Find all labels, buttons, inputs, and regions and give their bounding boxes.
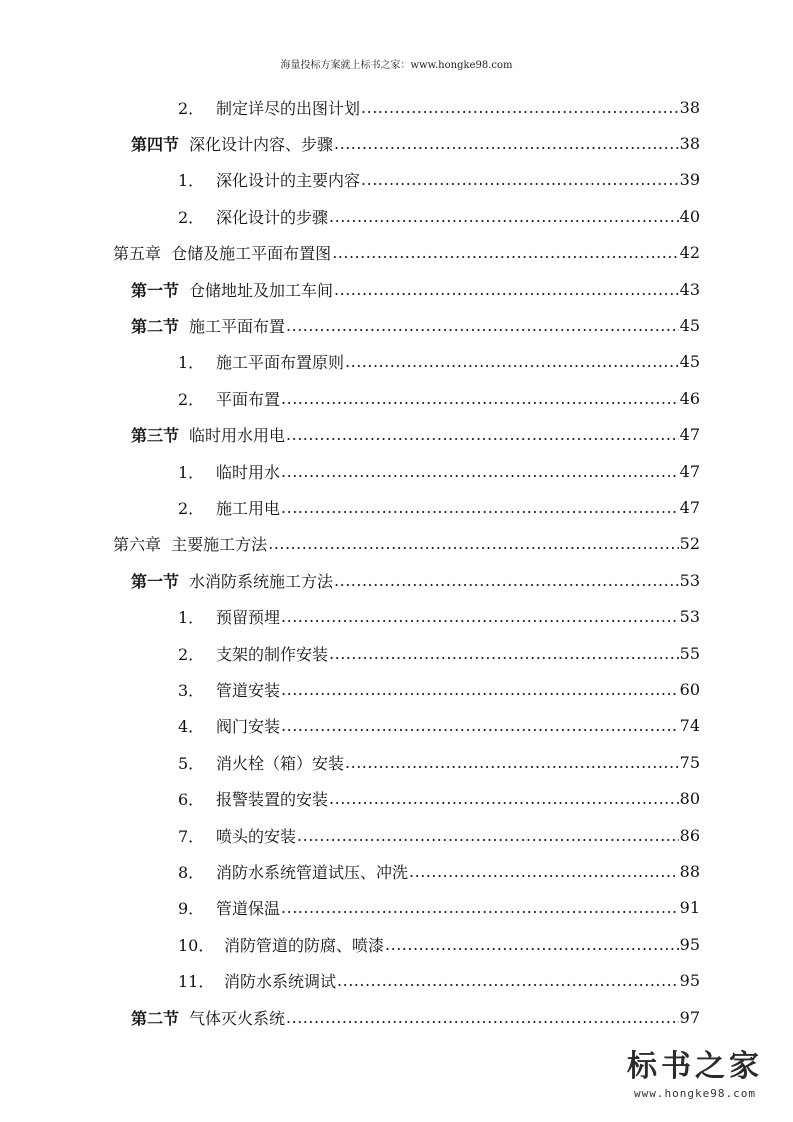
toc-title: 仓储地址及加工车间 <box>189 280 334 300</box>
toc-row <box>0 893 793 923</box>
toc-row <box>0 238 793 268</box>
toc-entry[interactable] <box>178 383 700 413</box>
toc-title: 深化设计的主要内容 <box>216 171 361 191</box>
toc-section-label: 第二节 <box>131 1008 180 1028</box>
toc-entry[interactable] <box>131 420 700 450</box>
toc-entry[interactable] <box>131 128 700 158</box>
toc-entry[interactable] <box>178 856 700 886</box>
toc-entry[interactable] <box>178 492 700 522</box>
toc-leader-dots <box>329 789 679 808</box>
toc-title: 管道安装 <box>216 680 281 700</box>
toc-entry[interactable] <box>178 893 700 923</box>
toc-entry[interactable] <box>178 929 700 959</box>
toc-leader-dots <box>281 462 679 481</box>
toc-page-number: 86 <box>679 825 700 845</box>
toc-title: 深化设计的步骤 <box>216 207 329 227</box>
toc-row <box>0 201 793 231</box>
toc-title: 消防管道的防腐、喷漆 <box>224 935 385 955</box>
toc-page-number: 47 <box>679 425 700 445</box>
toc-leader-dots <box>286 1008 679 1027</box>
toc-section-label: 第一节 <box>131 571 180 591</box>
toc-row <box>0 602 793 632</box>
toc-page-number: 52 <box>679 534 700 554</box>
toc-leader-dots <box>334 280 679 299</box>
toc-page-number: 60 <box>679 679 700 699</box>
toc-row <box>0 92 793 122</box>
toc-title: 施工平面布置原则 <box>216 353 345 373</box>
toc-entry[interactable] <box>131 1002 700 1032</box>
toc-entry[interactable] <box>178 820 700 850</box>
toc-page-number: 53 <box>679 607 700 627</box>
toc-page-number: 45 <box>679 315 700 335</box>
toc-row <box>0 128 793 158</box>
toc-page-number: 55 <box>679 643 700 663</box>
toc-leader-dots <box>345 352 679 371</box>
toc-leader-dots <box>281 680 679 699</box>
toc-row <box>0 674 793 704</box>
toc-row <box>0 274 793 304</box>
toc-entry[interactable] <box>178 711 700 741</box>
watermark-logo <box>615 1041 775 1100</box>
toc-row <box>0 784 793 814</box>
toc-title: 报警装置的安装 <box>216 790 329 810</box>
toc-item-number: 2． <box>178 207 205 227</box>
toc-row <box>0 1002 793 1032</box>
toc-leader-dots <box>337 971 679 990</box>
logo-site: www.hongke98.com <box>634 1087 756 1100</box>
toc-title: 消火栓（箱）安装 <box>216 753 345 773</box>
toc-row <box>0 929 793 959</box>
toc-page-number: 95 <box>679 971 700 991</box>
toc-title: 临时用水用电 <box>189 426 286 446</box>
toc-title: 施工用电 <box>216 498 281 518</box>
toc-entry[interactable] <box>178 92 700 122</box>
toc-title: 第五章 仓储及施工平面布置图 <box>113 244 332 264</box>
toc-entry[interactable] <box>178 674 700 704</box>
toc-leader-dots <box>329 207 679 226</box>
toc-entry[interactable] <box>178 747 700 777</box>
toc-leader-dots <box>281 716 679 735</box>
toc-title: 支架的制作安装 <box>216 644 329 664</box>
toc-item-number: 1． <box>178 171 205 191</box>
toc-page-number: 80 <box>679 789 700 809</box>
toc-entry[interactable] <box>178 966 700 996</box>
toc-item-number: 10． <box>178 935 215 955</box>
toc-row <box>0 565 793 595</box>
toc-item-number: 4． <box>178 717 205 737</box>
toc-row <box>0 747 793 777</box>
toc-leader-dots <box>329 644 679 663</box>
toc-leader-dots <box>334 134 679 153</box>
toc-title: 阀门安装 <box>216 717 281 737</box>
toc-page-number: 97 <box>679 1007 700 1027</box>
toc-item-number: 1． <box>178 608 205 628</box>
toc-section-label: 第三节 <box>131 426 180 446</box>
toc-entry[interactable] <box>131 310 700 340</box>
toc-title: 水消防系统施工方法 <box>189 571 334 591</box>
toc-row <box>0 310 793 340</box>
toc-entry[interactable] <box>178 638 700 668</box>
toc-page-number: 88 <box>679 861 700 881</box>
toc-title: 气体灭火系统 <box>189 1008 286 1028</box>
toc-section-label: 第四节 <box>131 134 180 154</box>
toc-entry[interactable] <box>178 165 700 195</box>
toc-title: 管道保温 <box>216 899 281 919</box>
toc-leader-dots <box>286 316 679 335</box>
toc-page-number: 47 <box>679 497 700 517</box>
toc-leader-dots <box>334 571 679 590</box>
toc-leader-dots <box>385 935 679 954</box>
toc-page-number: 42 <box>679 243 700 263</box>
toc-leader-dots <box>409 862 679 881</box>
toc-entry[interactable] <box>178 456 700 486</box>
toc-title: 施工平面布置 <box>189 316 286 336</box>
toc-page-number: 47 <box>679 461 700 481</box>
toc-page-number: 46 <box>679 388 700 408</box>
toc-page-number: 75 <box>679 752 700 772</box>
toc-title: 制定详尽的出图计划 <box>216 98 361 118</box>
toc-page-number: 40 <box>679 206 700 226</box>
toc-item-number: 7． <box>178 826 205 846</box>
toc-leader-dots <box>332 243 678 262</box>
toc-entry[interactable] <box>113 529 700 559</box>
page-header: 海量投标方案就上标书之家：www.hongke98.com <box>280 60 513 71</box>
toc-leader-dots <box>361 170 679 189</box>
toc-title: 平面布置 <box>216 389 281 409</box>
toc-title: 消防水系统管道试压、冲洗 <box>216 862 409 882</box>
toc-row <box>0 383 793 413</box>
toc-page-number: 38 <box>679 97 700 117</box>
toc-entry[interactable] <box>131 274 700 304</box>
toc-title: 深化设计内容、步骤 <box>189 134 334 154</box>
toc-row <box>0 638 793 668</box>
toc-page-number: 91 <box>679 898 700 918</box>
toc-page-number: 53 <box>679 570 700 590</box>
toc-page-number: 43 <box>679 279 700 299</box>
toc-item-number: 5． <box>178 753 205 773</box>
toc-row <box>0 529 793 559</box>
toc-leader-dots <box>297 826 679 845</box>
toc-leader-dots <box>268 534 678 553</box>
toc-item-number: 11． <box>178 972 215 992</box>
toc-row <box>0 347 793 377</box>
toc-entry[interactable] <box>178 784 700 814</box>
toc-row <box>0 966 793 996</box>
toc-item-number: 2． <box>178 498 205 518</box>
toc-item-number: 2． <box>178 389 205 409</box>
toc-page-number: 39 <box>679 170 700 190</box>
toc-section-label: 第一节 <box>131 280 180 300</box>
toc-leader-dots <box>345 753 679 772</box>
toc-item-number: 8． <box>178 862 205 882</box>
toc-page-number: 95 <box>679 934 700 954</box>
toc-page-number: 45 <box>679 352 700 372</box>
toc-leader-dots <box>281 898 679 917</box>
toc-row <box>0 856 793 886</box>
toc-page-number: 38 <box>679 133 700 153</box>
toc-title: 消防水系统调试 <box>224 972 337 992</box>
toc-row <box>0 456 793 486</box>
toc-entry[interactable] <box>178 201 700 231</box>
toc-row <box>0 420 793 450</box>
toc-row <box>0 820 793 850</box>
toc-item-number: 3． <box>178 680 205 700</box>
toc-item-number: 1． <box>178 462 205 482</box>
toc-title: 喷头的安装 <box>216 826 297 846</box>
toc-title: 第六章 主要施工方法 <box>113 535 268 555</box>
toc-item-number: 6． <box>178 790 205 810</box>
toc-section-label: 第二节 <box>131 316 180 336</box>
toc-page-number: 74 <box>679 716 700 736</box>
toc-item-number: 1． <box>178 353 205 373</box>
logo-brand: 标书之家 <box>627 1049 763 1084</box>
toc-title: 临时用水 <box>216 462 281 482</box>
toc-title: 预留预埋 <box>216 608 281 628</box>
toc-item-number: 2． <box>178 644 205 664</box>
toc-leader-dots <box>286 425 679 444</box>
toc-row <box>0 492 793 522</box>
toc-entry[interactable] <box>113 238 700 268</box>
toc-leader-dots <box>281 607 679 626</box>
toc-row <box>0 711 793 741</box>
toc-entry[interactable] <box>178 347 700 377</box>
toc-leader-dots <box>361 98 679 117</box>
toc-row <box>0 165 793 195</box>
toc-entry[interactable] <box>131 565 700 595</box>
toc-item-number: 9． <box>178 899 205 919</box>
toc-entry[interactable] <box>178 602 700 632</box>
toc-item-number: 2． <box>178 98 205 118</box>
toc-leader-dots <box>281 389 679 408</box>
toc-leader-dots <box>281 498 679 517</box>
